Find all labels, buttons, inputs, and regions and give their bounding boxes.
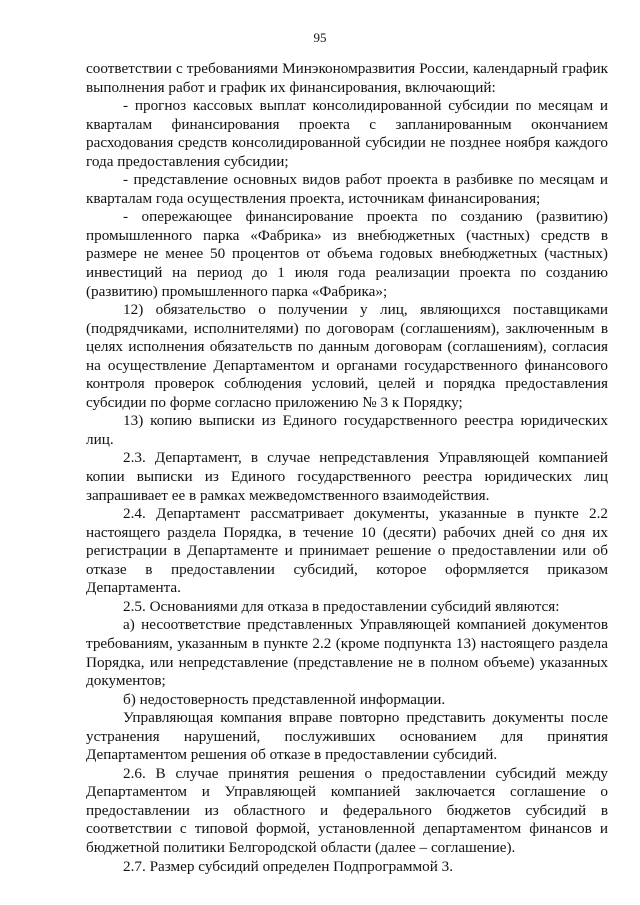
paragraph: 2.5. Основаниями для отказа в предоставлении субсидий являются:: [123, 597, 560, 615]
list-item: б) недостоверность представленной информации.: [123, 690, 446, 708]
list-item: а) несоответствие представленных Управляющей компанией документов требованиям, указанным в пункте 2.2 (кроме подпункта 13) настоящего раздела Порядка, или непредставление (представление не в полном объеме) указанных документов;: [86, 616, 608, 690]
list-item: - представление основных видов работ проекта в разбивке по месяцам и кварталам года осуществления проекта, источникам финансирования;: [86, 171, 608, 207]
list-item: - опережающее финансирование проекта по созданию (развитию) промышленного парка «Фабрика» из внебюджетных (частных) средств в размере не менее 50 процентов от объема годовых внебюджетных (частных) инвестиций на период до 1 июля года реализации проекта по созданию (развитию) промышленного парка «Фабрика»;: [86, 208, 608, 300]
paragraph: 2.6. В случае принятия решения о предоставлении субсидий между Департаментом и Управляющей компанией заключается соглашение о предоставлении из областного и федерального бюджетов субсидий в соответствии с типовой формой, установленной департаментом финансов и бюджетной политики Белгородской области (далее – соглашение).: [86, 764, 608, 856]
paragraph: 2.4. Департамент рассматривает документы, указанные в пункте 2.2 настоящего раздела Порядка, в течение 10 (десяти) рабочих дней со дня их регистрации в Департаменте и принимает решение о предоставлении или об отказе в предоставлении субсидий, которое оформляется приказом Департамента.: [86, 505, 608, 597]
paragraph: 2.3. Департамент, в случае непредставления Управляющей компанией копии выписки из Единого государственного реестра юридических лиц запрашивает ее в рамках межведомственного взаимодействия.: [86, 449, 608, 504]
page-number: 95: [313, 30, 327, 45]
document-body: [86, 60, 608, 876]
list-item: 13) копию выписки из Единого государственного реестра юридических лиц.: [86, 412, 608, 448]
paragraph: 2.7. Размер субсидий определен Подпрограммой 3.: [123, 857, 454, 875]
paragraph: соответствии с требованиями Минэкономразвития России, календарный график выполнения работ и график их финансирования, включающий:: [86, 60, 608, 96]
list-item: - прогноз кассовых выплат консолидированной субсидии по месяцам и кварталам финансирования проекта с запланированным окончанием расходования средств консолидированной субсидии не позднее ноября каждого года предоставления субсидии;: [86, 97, 608, 170]
paragraph: Управляющая компания вправе повторно представить документы после устранения нарушений, послуживших основанием для принятия Департаментом решения об отказе в предоставлении субсидий.: [86, 709, 608, 764]
list-item: 12) обязательство о получении у лиц, являющихся поставщиками (подрядчиками, исполнителями) по договорам (соглашениям), заключенным в целях исполнения обязательств по данным договорам (соглашениям), согласия на осуществление Департаментом и органами государственного финансового контроля проверок соблюдения условий, целей и порядка предоставления субсидии по форме согласно приложению № 3 к Порядку;: [86, 301, 608, 411]
